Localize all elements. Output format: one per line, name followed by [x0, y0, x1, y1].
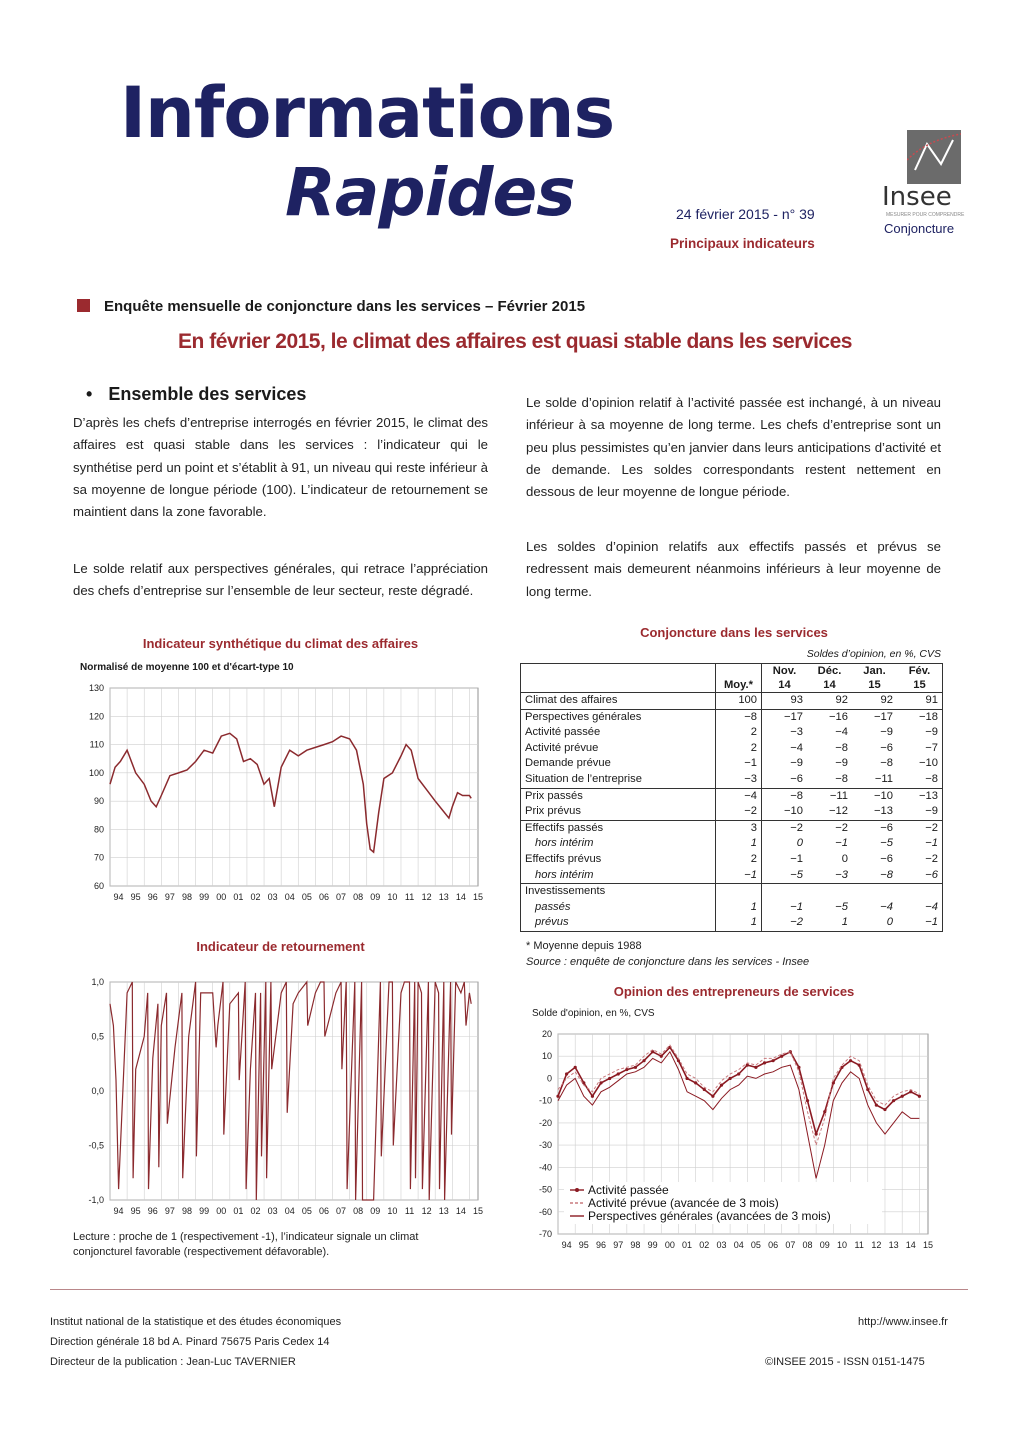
c3-xtick-label: 94: [561, 1240, 572, 1250]
c3-legend-label-2: Activité prévue (avancée de 3 mois): [588, 1196, 779, 1210]
c3-series-1-point: [582, 1081, 585, 1084]
table-cell: −1: [835, 837, 848, 850]
c3-series-1-point: [591, 1095, 594, 1098]
table-row: [521, 693, 943, 710]
c1-xtick-label: 15: [472, 892, 484, 902]
c3-xtick-label: 98: [630, 1240, 641, 1250]
paragraph-2: Le solde relatif aux perspectives générales, qui retrace l’appréciation des chefs d’entreprise sur l’ensemble de leur secteur, reste dégradé.: [73, 561, 488, 599]
c3-ytick-label: -70: [538, 1229, 552, 1239]
table-row-label: Climat des affaires: [521, 693, 716, 710]
c3-series-1-point: [875, 1104, 878, 1107]
table-cell: −4: [835, 726, 848, 739]
c3-xtick-label: 03: [716, 1240, 727, 1250]
survey-title: Enquête mensuelle de conjoncture dans les services – Février 2015: [104, 298, 586, 315]
c3-xtick-label: 02: [699, 1240, 710, 1250]
table-cell: −11: [874, 772, 893, 785]
table-unit: Soldes d’opinion, en %, CVS: [806, 648, 941, 660]
c2-xtick-label: 06: [318, 1206, 329, 1216]
c2-xtick-label: 14: [455, 1206, 466, 1216]
issue-category: Principaux indicateurs: [670, 236, 815, 251]
table-cell: 2: [716, 725, 762, 741]
c3-xtick-label: 95: [578, 1240, 589, 1250]
c1-xtick-label: 14: [455, 892, 466, 902]
table-cell: −1: [716, 756, 762, 772]
c2-ytick-label: -1,0: [88, 1195, 104, 1205]
table-cell: −8: [835, 772, 848, 785]
insee-logo-mark-icon: [907, 130, 961, 184]
c1-xtick-label: 03: [267, 892, 278, 902]
c2-xtick-label: 12: [421, 1206, 432, 1216]
c3-ytick-label: -10: [538, 1095, 552, 1106]
table-cell: −13: [897, 788, 943, 804]
paragraph-1: D’après les chefs d’entreprise interrogés en février 2015, le climat des affaires est quasi stable dans les services : l’indicateur qui le synthétise perd un point et s’établit à 91, un niveau qui reste inférieur à sa moyenne de longue période (100). L’indicateur de retournement se maintient dans la zone favorable.: [73, 415, 488, 520]
table-cell: −8: [716, 709, 762, 725]
table-cell: −9: [880, 726, 893, 739]
table-cell: 0: [886, 916, 893, 929]
c3-series-1-point: [556, 1095, 559, 1098]
table-cell: −8: [835, 741, 848, 754]
c1-xtick-label: 06: [318, 892, 329, 902]
table-cell: 0: [841, 852, 848, 865]
footer-copyright: ©INSEE 2015 - ISSN 0151-1475: [765, 1356, 925, 1368]
c3-series-1-line: [558, 1047, 919, 1134]
c2-xtick-label: 04: [284, 1206, 295, 1216]
c3-series-1-point: [901, 1095, 904, 1098]
chart1-svg: [70, 678, 490, 908]
c3-series-1-point: [608, 1077, 611, 1080]
c3-xtick-label: 13: [888, 1240, 899, 1250]
table-body: [521, 693, 943, 932]
table-header-dec: [807, 664, 852, 693]
c1-ytick-label: 70: [93, 852, 104, 863]
c3-xtick-label: 12: [871, 1240, 882, 1250]
c3-series-1-point: [772, 1059, 775, 1062]
chart1-subtitle: Normalisé de moyenne 100 et d'écart-type 10: [80, 662, 294, 673]
chart2-svg: [70, 970, 490, 1222]
c2-xtick-label: 10: [387, 1206, 398, 1216]
table-cell: [716, 884, 762, 900]
c3-xtick-label: 04: [733, 1240, 744, 1250]
c3-series-1-point: [694, 1081, 697, 1084]
table-header-nov-year: 14: [778, 679, 791, 691]
table-cell: −11: [807, 788, 852, 804]
table-cell: −18: [897, 709, 943, 725]
c2-xtick-label: 11: [404, 1206, 415, 1216]
table-row: [521, 915, 943, 931]
table-header-feb-year: 15: [913, 679, 926, 691]
c3-series-1-point: [763, 1061, 766, 1064]
table-cell: −5: [880, 837, 893, 850]
c1-xtick-label: 05: [301, 892, 312, 902]
table-cell: 91: [897, 693, 943, 710]
c3-xtick-label: 00: [664, 1240, 675, 1250]
table-cell: −1: [925, 916, 938, 929]
c1-ytick-label: 110: [89, 739, 104, 750]
c3-xtick-label: 01: [682, 1240, 693, 1250]
c3-series-1-point: [806, 1099, 809, 1102]
table-cell: −3: [762, 725, 808, 741]
c2-xtick-label: 95: [130, 1206, 141, 1216]
section-heading: [86, 384, 306, 405]
table-cell: 1: [716, 915, 762, 931]
c2-xtick-label: 07: [336, 1206, 347, 1216]
insee-logo: [880, 128, 970, 238]
c3-ytick-label: 0: [546, 1073, 552, 1084]
c2-xtick-label: 05: [301, 1206, 312, 1216]
c1-xtick-label: 08: [353, 892, 364, 902]
c3-series-1-point: [892, 1099, 895, 1102]
table-cell: −1: [925, 837, 938, 850]
c3-series-1-point: [720, 1084, 723, 1087]
insee-logo-name: Insee: [882, 182, 952, 212]
c2-xtick-label: 97: [164, 1206, 175, 1216]
table-row-label: Activité prévue: [525, 741, 599, 754]
table-cell: 1: [716, 900, 762, 916]
table-row: [521, 852, 943, 868]
c2-xtick-label: 08: [353, 1206, 364, 1216]
c2-xtick-label: 02: [250, 1206, 261, 1216]
c3-series-3-line: [558, 1052, 919, 1179]
c3-series-1-point: [660, 1055, 663, 1058]
chart1-title: Indicateur synthétique du climat des affaires: [142, 636, 419, 651]
table-header-feb-month: Fév.: [908, 665, 931, 677]
table-cell: 93: [762, 693, 808, 710]
table-header-row: [521, 664, 943, 693]
table-header-feb: [897, 664, 943, 693]
table-cell: [762, 884, 808, 900]
c2-xtick-label: 13: [438, 1206, 449, 1216]
c1-ytick-label: 120: [88, 711, 104, 722]
table-cell: 92: [852, 693, 897, 710]
c1-xtick-label: 94: [113, 892, 124, 902]
table-header-nov-month: Nov.: [772, 665, 797, 677]
table-row-label: hors intérim: [535, 868, 594, 881]
table-cell: 2: [716, 852, 762, 868]
table-cell: −3: [835, 868, 848, 881]
table-cell: [807, 884, 852, 900]
table-cell: 100: [716, 693, 762, 710]
c3-xtick-label: 07: [785, 1240, 796, 1250]
table-header-jan: [852, 664, 897, 693]
c1-ytick-label: 80: [93, 824, 104, 835]
c2-xtick-label: 01: [233, 1206, 244, 1216]
table-cell: −9: [835, 757, 848, 770]
table-cell: −6: [880, 741, 893, 754]
c1-series-1-line: [110, 733, 471, 852]
table-cell: −6: [852, 820, 897, 836]
lecture-note: Lecture : proche de 1 (respectivement -1), l’indicateur signale un climat conjoncturel favorable (respectivement défavorable).: [73, 1231, 419, 1258]
table-cell: −2: [762, 820, 808, 836]
table-cell: −2: [925, 852, 938, 865]
table-cell: [897, 884, 943, 900]
table-row-label: Prix prévus: [525, 805, 581, 818]
c2-ytick-label: 0,0: [91, 1086, 104, 1096]
issue-date: 24 février 2015 - n° 39: [676, 206, 815, 222]
table-cell: −17: [852, 709, 897, 725]
c3-series-1-point: [642, 1059, 645, 1062]
c1-xtick-label: 09: [370, 892, 381, 902]
table-row-label: Investissements: [521, 884, 716, 900]
table-cell: −5: [762, 868, 808, 884]
table-row-label: passés: [535, 900, 571, 913]
chart3-svg: [520, 1022, 940, 1258]
c3-ytick-label: -40: [538, 1162, 552, 1173]
table-header-nov: [762, 664, 808, 693]
table-cell: −6: [762, 772, 808, 788]
c1-xtick-label: 99: [199, 892, 210, 902]
c1-xtick-label: 13: [438, 892, 449, 902]
paragraph-3: Le solde d’opinion relatif à l’activité passée est inchangé, à un niveau inférieur à sa moyenne de long terme. Les chefs d’entreprise sont un peu plus pessimistes qu’en janvier dans leurs anticipations d’activité et de demande. Les soldes correspondants restent nettement en dessous de leur moyenne de longue période.: [526, 395, 941, 500]
table-cell: −17: [762, 709, 808, 725]
table-header-jan-month: Jan.: [863, 665, 886, 677]
table-title: Conjoncture dans les services: [640, 625, 828, 640]
masthead-subtitle: Rapides: [285, 154, 575, 231]
table-cell: −8: [880, 757, 893, 770]
table-row-label: hors intérim: [535, 837, 594, 850]
table-cell: −4: [880, 900, 893, 913]
c3-legend-label-3: Perspectives générales (avancées de 3 mois): [588, 1209, 831, 1223]
c1-xtick-label: 02: [250, 892, 261, 902]
c3-xtick-label: 10: [836, 1240, 847, 1250]
table-row: [521, 900, 943, 916]
table-row: [521, 884, 943, 900]
c2-ytick-label: -0,5: [88, 1140, 104, 1151]
table-cell: −4: [925, 900, 938, 913]
table-cell: 3: [716, 820, 762, 836]
table-row: [521, 772, 943, 788]
table-cell: −7: [925, 741, 938, 754]
table-source: Source : enquête de conjoncture dans les services - Insee: [526, 956, 810, 968]
section-bullet-icon: •: [86, 384, 93, 404]
c1-xtick-label: 07: [336, 892, 347, 902]
table-cell: −10: [852, 788, 897, 804]
table-cell: −3: [716, 772, 762, 788]
c3-xtick-label: 96: [596, 1240, 607, 1250]
c2-xtick-label: 98: [182, 1206, 193, 1216]
table-row-label: Situation de l’entreprise: [525, 772, 642, 785]
c3-series-1-point: [728, 1077, 731, 1080]
c3-series-1-point: [685, 1077, 688, 1080]
table-row: [521, 725, 943, 741]
table-cell: −9: [762, 756, 808, 772]
table-cell: −2: [897, 820, 943, 836]
table-row-label: prévus: [535, 916, 569, 929]
table-row: [521, 788, 943, 804]
footer-url[interactable]: http://www.insee.fr: [858, 1316, 948, 1328]
masthead-title: Informations: [120, 72, 615, 154]
conjoncture-table: [520, 663, 943, 932]
table-row-label: Effectifs passés: [521, 820, 716, 836]
table-cell: −6: [880, 852, 893, 865]
table-row-label: Demande prévue: [525, 757, 611, 770]
c3-series-1-point: [918, 1095, 921, 1098]
c1-ytick-label: 60: [93, 881, 104, 891]
table-cell: −10: [919, 757, 938, 770]
c2-xtick-label: 00: [216, 1206, 227, 1216]
c3-series-1-point: [634, 1066, 637, 1069]
table-row: [521, 868, 943, 884]
table-row: [521, 804, 943, 820]
table-row: [521, 820, 943, 836]
c3-xtick-label: 97: [613, 1240, 624, 1250]
c1-ytick-label: 90: [93, 796, 104, 807]
c3-xtick-label: 99: [647, 1240, 658, 1250]
c1-xtick-label: 97: [164, 892, 175, 902]
c3-ytick-label: -20: [538, 1117, 552, 1128]
table-cell: −6: [925, 868, 938, 881]
c3-ytick-label: -30: [538, 1140, 552, 1151]
c3-series-1-point: [625, 1068, 628, 1071]
c1-ytick-label: 130: [88, 683, 104, 693]
table-row-label: Effectifs prévus: [525, 852, 602, 865]
c3-series-2-line: [558, 1045, 919, 1145]
c3-series-1-point: [883, 1108, 886, 1111]
table-cell: −12: [829, 805, 848, 818]
c3-xtick-label: 09: [819, 1240, 830, 1250]
chart2-title: Indicateur de retournement: [196, 939, 365, 954]
chart3-subtitle: Solde d'opinion, en %, CVS: [532, 1008, 655, 1019]
table-cell: 1: [716, 836, 762, 852]
c3-xtick-label: 06: [768, 1240, 779, 1250]
c2-ytick-label: 1,0: [91, 977, 104, 987]
c3-ytick-label: 20: [541, 1029, 552, 1039]
c3-ytick-label: -50: [538, 1184, 552, 1195]
c3-legend-label-1: Activité passée: [588, 1183, 669, 1197]
table-cell: 2: [716, 741, 762, 757]
c1-xtick-label: 11: [404, 892, 415, 902]
c3-series-1-point: [866, 1088, 869, 1091]
c3-series-1-point: [754, 1066, 757, 1069]
table-cell: −8: [880, 868, 893, 881]
c1-xtick-label: 10: [387, 892, 398, 902]
c1-xtick-label: 96: [147, 892, 158, 902]
c3-xtick-label: 15: [922, 1240, 934, 1250]
c3-series-1-point: [711, 1095, 714, 1098]
table-cell: −9: [925, 726, 938, 739]
c3-series-1-point: [617, 1072, 620, 1075]
c3-ytick-label: -60: [538, 1206, 552, 1217]
c3-series-1-point: [599, 1081, 602, 1084]
c2-xtick-label: 94: [113, 1206, 124, 1216]
table-row: [521, 741, 943, 757]
c3-legend-marker-1: [575, 1188, 579, 1192]
table-header-label-cell: [521, 664, 716, 693]
c3-series-1-point: [746, 1064, 749, 1067]
footer-institute: Institut national de la statistique et des études économiques: [50, 1316, 342, 1328]
chart3-title: Opinion des entrepreneurs de services: [613, 984, 855, 999]
c3-series-1-point: [565, 1072, 568, 1075]
c1-xtick-label: 00: [216, 892, 227, 902]
paragraph-4: Les soldes d’opinion relatifs aux effectifs passés et prévus se redressent mais demeurent néanmoins inférieurs à leur moyenne de long terme.: [526, 539, 941, 599]
table-cell: 92: [807, 693, 852, 710]
table-cell: −16: [807, 709, 852, 725]
table-header-moy: Moy.*: [716, 664, 762, 693]
c2-xtick-label: 99: [199, 1206, 210, 1216]
c2-xtick-label: 15: [472, 1206, 484, 1216]
table-cell: −1: [716, 868, 762, 884]
c2-xtick-label: 96: [147, 1206, 158, 1216]
table-cell: −1: [762, 852, 808, 868]
c2-xtick-label: 09: [370, 1206, 381, 1216]
survey-bullet-icon: [77, 299, 90, 312]
headline: En février 2015, le climat des affaires est quasi stable dans les services: [178, 330, 852, 353]
section-heading-text: Ensemble des services: [108, 384, 307, 404]
insee-logo-series: Conjoncture: [884, 221, 955, 236]
c1-xtick-label: 95: [130, 892, 141, 902]
table-cell: −4: [716, 788, 762, 804]
table-cell: 0: [762, 836, 808, 852]
table-row: [521, 756, 943, 772]
table-footnote: * Moyenne depuis 1988: [526, 940, 642, 952]
table-cell: 1: [841, 916, 848, 929]
c3-series-1-point: [737, 1072, 740, 1075]
table-cell: −8: [762, 788, 808, 804]
c3-xtick-label: 08: [802, 1240, 813, 1250]
c1-xtick-label: 98: [182, 892, 193, 902]
c3-xtick-label: 11: [854, 1240, 864, 1250]
c1-xtick-label: 12: [421, 892, 432, 902]
table-cell: −10: [762, 804, 808, 820]
table-cell: −4: [762, 741, 808, 757]
table-row: [521, 836, 943, 852]
table-cell: −9: [925, 805, 938, 818]
c1-ytick-label: 100: [88, 767, 104, 778]
c3-ytick-label: 10: [541, 1051, 552, 1062]
table-cell: −2: [716, 804, 762, 820]
c2-xtick-label: 03: [267, 1206, 278, 1216]
table-cell: −13: [874, 805, 893, 818]
table-row-label: Perspectives générales: [521, 709, 716, 725]
footer-divider: [50, 1289, 968, 1290]
footer-director: Directeur de la publication : Jean-Luc TAVERNIER: [50, 1356, 296, 1368]
insee-logo-tagline: MESURER POUR COMPRENDRE: [886, 212, 965, 218]
c3-series-1-point: [574, 1066, 577, 1069]
table-cell: [852, 884, 897, 900]
table-row: [521, 709, 943, 725]
table-header-dec-year: 14: [823, 679, 836, 691]
table-cell: −5: [835, 900, 848, 913]
table-cell: −1: [762, 900, 808, 916]
c3-xtick-label: 14: [905, 1240, 916, 1250]
table-row-label: Prix passés: [521, 788, 716, 804]
table-header-dec-month: Déc.: [817, 665, 842, 677]
table-header-jan-year: 15: [868, 679, 881, 691]
c1-xtick-label: 01: [233, 892, 244, 902]
table-cell: −2: [762, 915, 808, 931]
c3-series-1-point: [849, 1059, 852, 1062]
c3-xtick-label: 05: [750, 1240, 761, 1250]
footer-address: Direction générale 18 bd A. Pinard 75675 Paris Cedex 14: [50, 1336, 330, 1348]
table-row-label: Activité passée: [525, 726, 601, 739]
table-cell: −8: [925, 772, 938, 785]
table-cell: −2: [807, 820, 852, 836]
c2-ytick-label: 0,5: [91, 1031, 104, 1042]
c1-xtick-label: 04: [284, 892, 295, 902]
c3-series-1-point: [815, 1132, 818, 1135]
